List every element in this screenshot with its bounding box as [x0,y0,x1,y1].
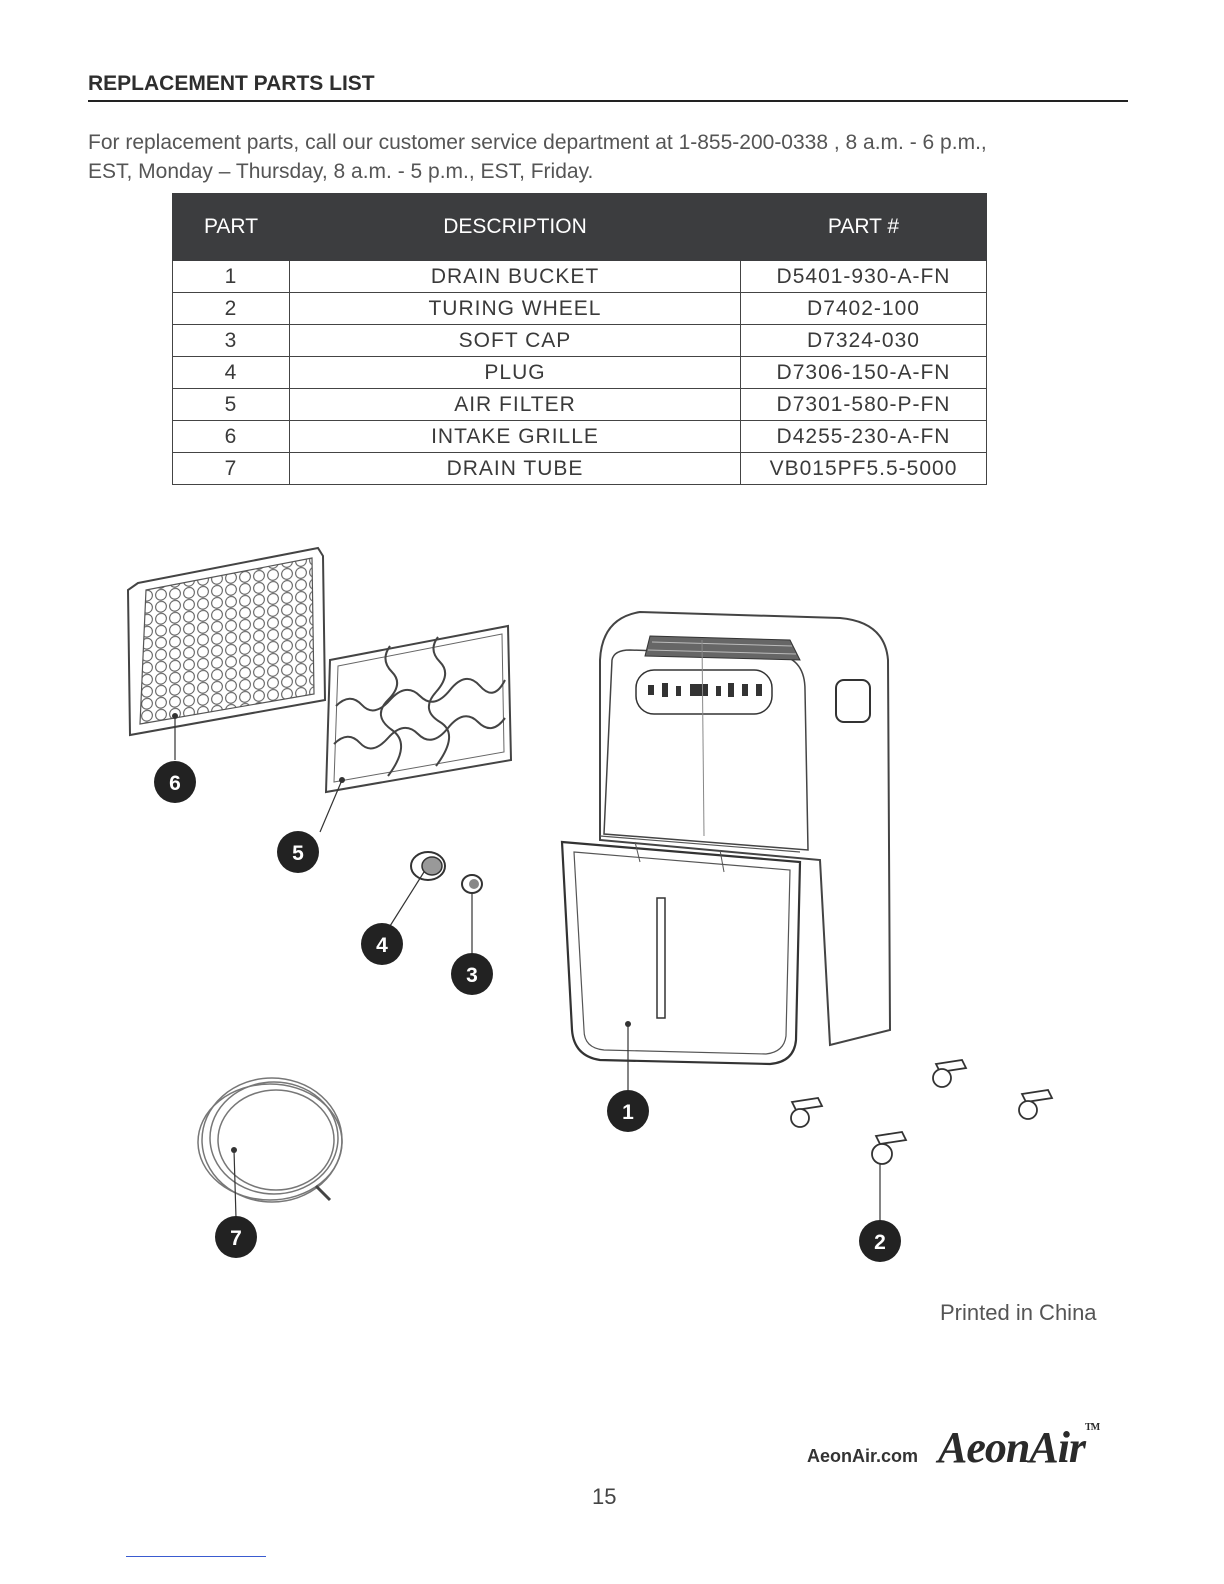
cell-part-number: D7402-100 [741,293,987,325]
page-number: 15 [592,1484,617,1509]
cell-part: 5 [173,389,290,421]
callout-7-label: 7 [230,1227,242,1250]
header-part-number: PART # [741,194,987,261]
intake-grille-illustration [128,548,325,760]
cell-part: 1 [173,261,290,293]
callout-2-label: 2 [874,1231,886,1254]
callout-4-label: 4 [376,934,388,957]
header-part: PART [173,194,290,261]
callout-6-label: 6 [169,772,181,795]
cell-part-number: D7324-030 [741,325,987,357]
cell-description: INTAKE GRILLE [290,421,741,453]
cell-part-number: D5401-930-A-FN [741,261,987,293]
cell-part-number: D4255-230-A-FN [741,421,987,453]
cell-description: TURING WHEEL [290,293,741,325]
callout-7 [215,1216,257,1258]
page-title: REPLACEMENT PARTS LIST [88,72,1128,102]
cell-part: 4 [173,357,290,389]
cell-part: 2 [173,293,290,325]
callout-1 [607,1090,649,1132]
trademark-mark: TM [1085,1422,1100,1433]
caster-wheels-illustration [791,1060,1052,1222]
brand-name: AeonAir [938,1423,1086,1472]
cell-part-number: D7306-150-A-FN [741,357,987,389]
cell-part-number: D7301-580-P-FN [741,389,987,421]
callout-5-label: 5 [292,842,304,865]
cell-description: PLUG [290,357,741,389]
cell-description: AIR FILTER [290,389,741,421]
cell-description: DRAIN BUCKET [290,261,741,293]
callout-3-label: 3 [466,964,478,987]
drain-tube-illustration [198,1078,342,1218]
plug-illustration [390,852,445,926]
callout-1-label: 1 [622,1101,634,1124]
air-filter-illustration [320,626,511,832]
footer-rule [126,1556,266,1557]
cell-part-number: VB015PF5.5-5000 [741,453,987,485]
callout-3 [451,953,493,995]
dehumidifier-illustration [562,612,890,1090]
soft-cap-illustration [462,875,482,953]
intro-line-2: EST, Monday – Thursday, 8 a.m. - 5 p.m., EST, Friday. [88,160,594,183]
callout-2 [859,1220,901,1262]
intro-line-1: For replacement parts, call our customer service department at 1-855-200-0338 , 8 a.m. - 6 p.m., [88,131,987,154]
callout-4 [361,923,403,965]
cell-description: DRAIN TUBE [290,453,741,485]
header-description: DESCRIPTION [290,194,741,261]
cell-part: 3 [173,325,290,357]
cell-part: 7 [173,453,290,485]
website-link-text: AeonAir.com [807,1446,919,1466]
printed-in-note: Printed in China [940,1300,1097,1325]
cell-description: SOFT CAP [290,325,741,357]
cell-part: 6 [173,421,290,453]
brand-logo [938,1422,1099,1473]
callout-6 [154,761,196,803]
callout-5 [277,831,319,873]
